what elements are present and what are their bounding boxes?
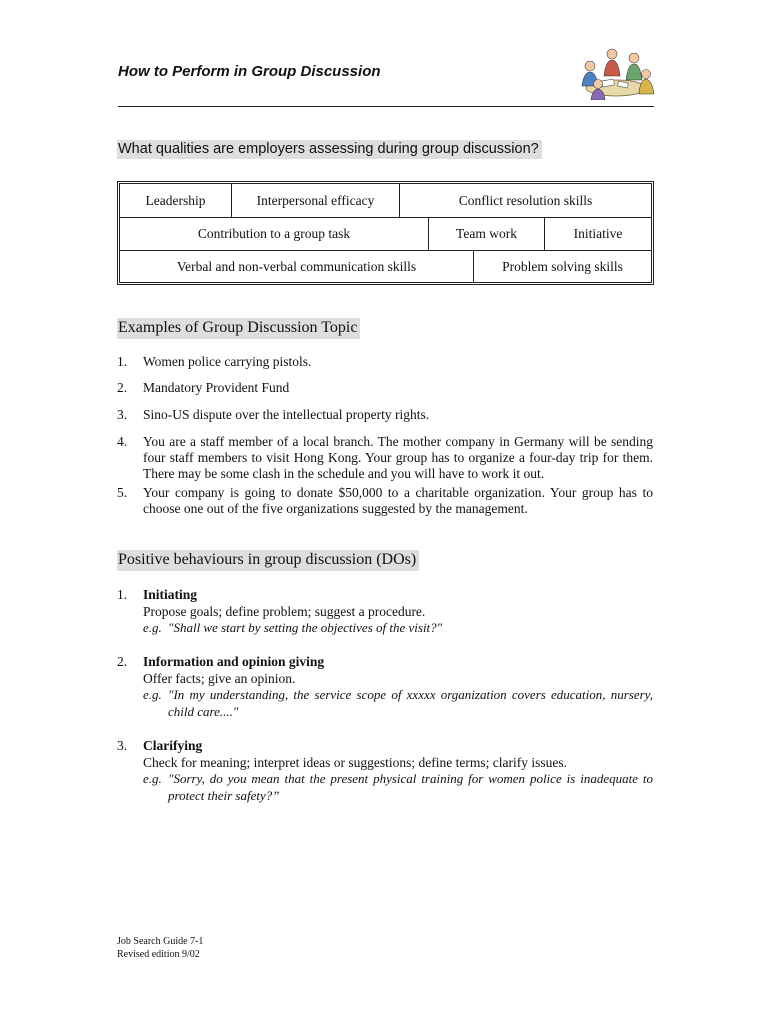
- list-number: 2.: [117, 654, 128, 669]
- header-divider: [118, 106, 654, 107]
- list-number: 4.: [117, 434, 128, 449]
- list-text: Your company is going to donate $50,000 to a charitable organization. Your group has to choose one out of the five organizations suggested by the management.: [143, 485, 653, 516]
- list-item: [117, 434, 653, 482]
- list-item: [117, 380, 653, 396]
- list-number: 3.: [117, 738, 128, 753]
- table-cell: Leadership: [120, 184, 232, 217]
- table-row: [120, 184, 651, 218]
- list-text: Mandatory Provident Fund: [143, 380, 290, 395]
- item-description: Propose goals; define problem; suggest a procedure.: [143, 603, 426, 619]
- list-item: [117, 654, 653, 720]
- footer-edition: Revised edition 9/02: [117, 949, 200, 960]
- table-cell: Interpersonal efficacy: [232, 184, 400, 217]
- list-number: 1.: [117, 354, 128, 369]
- list-item: [117, 587, 653, 637]
- table-cell: Verbal and non-verbal communication skills: [120, 251, 474, 282]
- qualities-table: [117, 181, 654, 285]
- table-cell: Conflict resolution skills: [458, 192, 593, 208]
- example-label: e.g.: [143, 771, 162, 786]
- item-title: Information and opinion giving: [143, 654, 325, 669]
- list-number: 5.: [117, 485, 128, 500]
- item-description: Offer facts; give an opinion.: [143, 670, 296, 686]
- list-item: [117, 485, 653, 517]
- list-number: 1.: [117, 587, 128, 602]
- topics-heading: Examples of Group Discussion Topic: [117, 318, 360, 339]
- dos-heading: Positive behaviours in group discussion (DOs): [117, 550, 419, 571]
- example-text: "Shall we start by setting the objectives of the visit?": [168, 620, 443, 635]
- list-text: Women police carrying pistols.: [143, 354, 312, 369]
- table-cell: Contribution to a group task: [120, 218, 429, 250]
- table-row: [120, 251, 651, 282]
- table-row: [120, 218, 651, 251]
- table-cell: Team work: [429, 218, 545, 250]
- list-item: [117, 407, 653, 423]
- item-title: Initiating: [143, 587, 198, 602]
- item-title: Clarifying: [143, 738, 203, 753]
- table-cell: Problem solving skills: [502, 258, 623, 274]
- list-text: You are a staff member of a local branch. The mother company in Germany will be sending four staff members to visit Hong Kong. Your group has to organize a four-day trip for them. There may be some clash in the schedule and you will have to work it out.: [143, 434, 653, 481]
- example-text: "In my understanding, the service scope of xxxxx organization covers education, nursery, child care....": [168, 687, 653, 719]
- page-title: How to Perform in Group Discussion: [118, 63, 381, 80]
- list-item: [117, 354, 653, 370]
- list-text: Sino-US dispute over the intellectual property rights.: [143, 407, 430, 422]
- list-number: 3.: [117, 407, 128, 422]
- table-cell: Initiative: [573, 226, 623, 241]
- qualities-heading: What qualities are employers assessing during group discussion?: [117, 140, 542, 159]
- group-meeting-illustration: [572, 44, 658, 100]
- example-label: e.g.: [143, 687, 162, 702]
- example-text: "Sorry, do you mean that the present physical training for women police is inadequate to protect their safety?”: [168, 771, 653, 803]
- list-number: 2.: [117, 380, 128, 395]
- example-label: e.g.: [143, 620, 162, 635]
- item-description: Check for meaning; interpret ideas or suggestions; define terms; clarify issues.: [143, 754, 568, 770]
- footer: [117, 935, 203, 961]
- footer-guide: Job Search Guide 7-1: [117, 936, 204, 947]
- list-item: [117, 738, 653, 804]
